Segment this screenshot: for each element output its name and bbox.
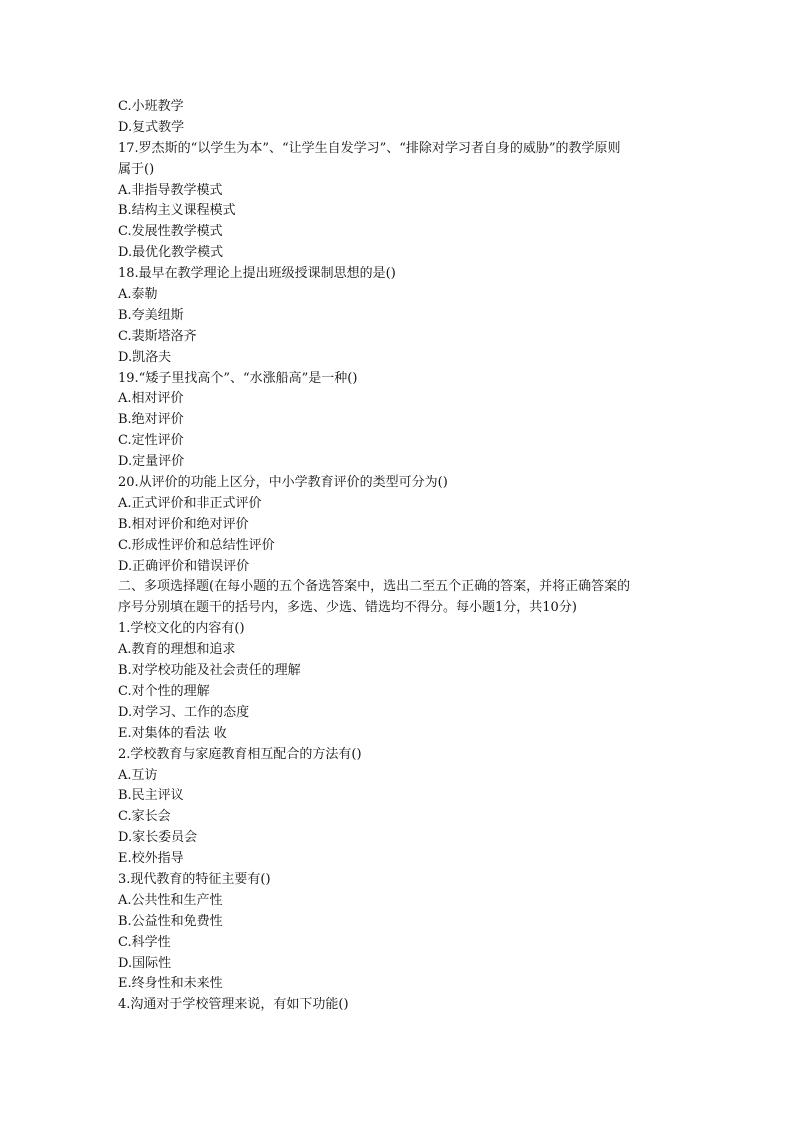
text-line: D.复式教学 (118, 119, 185, 135)
option-line: B.绝对评价 (118, 412, 184, 428)
option-line: D.对学习、工作的态度 (118, 704, 250, 720)
mc-question-3-stem: 3.现代教育的特征主要有() (118, 871, 271, 887)
option-line: A.非指导教学模式 (118, 182, 223, 198)
question-17-stem-cont: 属于() (118, 161, 155, 177)
option-line: C.科学性 (118, 934, 171, 950)
option-line: C.家长会 (118, 809, 171, 825)
option-line: C.定性评价 (118, 433, 184, 449)
option-line: A.互访 (118, 767, 158, 783)
option-line: D.家长委员会 (118, 830, 198, 846)
option-line: D.国际性 (118, 955, 172, 971)
option-line: E.终身性和未来性 (118, 976, 223, 992)
mc-question-4-stem: 4.沟通对于学校管理来说，有如下功能() (118, 997, 349, 1013)
option-line: D.凯洛夫 (118, 349, 172, 365)
option-line: B.结构主义课程模式 (118, 203, 236, 219)
document-page (118, 97, 688, 1016)
section-heading: 二、多项选择题(在每小题的五个备选答案中，选出二至五个正确的答案，并将正确答案的 (118, 579, 631, 595)
option-line: D.正确评价和错误评价 (118, 558, 250, 574)
option-line: C.对个性的理解 (118, 683, 210, 699)
question-18-stem: 18.最早在教学理论上提出班级授课制思想的是() (118, 266, 396, 282)
option-line: A.正式评价和非正式评价 (118, 495, 262, 511)
text-line: C.小班教学 (118, 99, 184, 114)
option-line: A.公共性和生产性 (118, 892, 223, 908)
option-line: C.形成性评价和总结性评价 (118, 537, 275, 553)
question-20-stem: 20.从评价的功能上区分，中小学教育评价的类型可分为() (118, 475, 448, 491)
question-19-stem: 19.“矮子里找高个”、“水涨船高”是一种() (118, 370, 358, 386)
option-line: A.相对评价 (118, 391, 184, 407)
option-line: B.民主评议 (118, 788, 184, 804)
mc-question-1-stem: 1.学校文化的内容有() (118, 621, 245, 637)
option-line: A.泰勒 (118, 287, 158, 303)
option-line: C.发展性教学模式 (118, 224, 223, 240)
option-line: B.对学校功能及社会责任的理解 (118, 663, 301, 679)
option-line: B.夸美纽斯 (118, 307, 184, 323)
section-heading-cont: 序号分别填在题干的括号内，多选、少选、错选均不得分。每小题1分，共10分) (118, 600, 577, 616)
option-line: D.定量评价 (118, 454, 185, 470)
option-line: D.最优化教学模式 (118, 245, 224, 261)
option-line: A.教育的理想和追求 (118, 642, 236, 658)
option-line: C.裴斯塔洛齐 (118, 328, 197, 344)
option-line: E.对集体的看法 收 (118, 725, 227, 741)
option-line: E.校外指导 (118, 851, 184, 867)
option-line: B.相对评价和绝对评价 (118, 516, 249, 532)
question-17-stem: 17.罗杰斯的“以学生为本”、“让学生自发学习”、“排除对学习者自身的威胁”的教学原则 (118, 140, 621, 156)
option-line: B.公益性和免费性 (118, 913, 223, 929)
mc-question-2-stem: 2.学校教育与家庭教育相互配合的方法有() (118, 746, 362, 762)
